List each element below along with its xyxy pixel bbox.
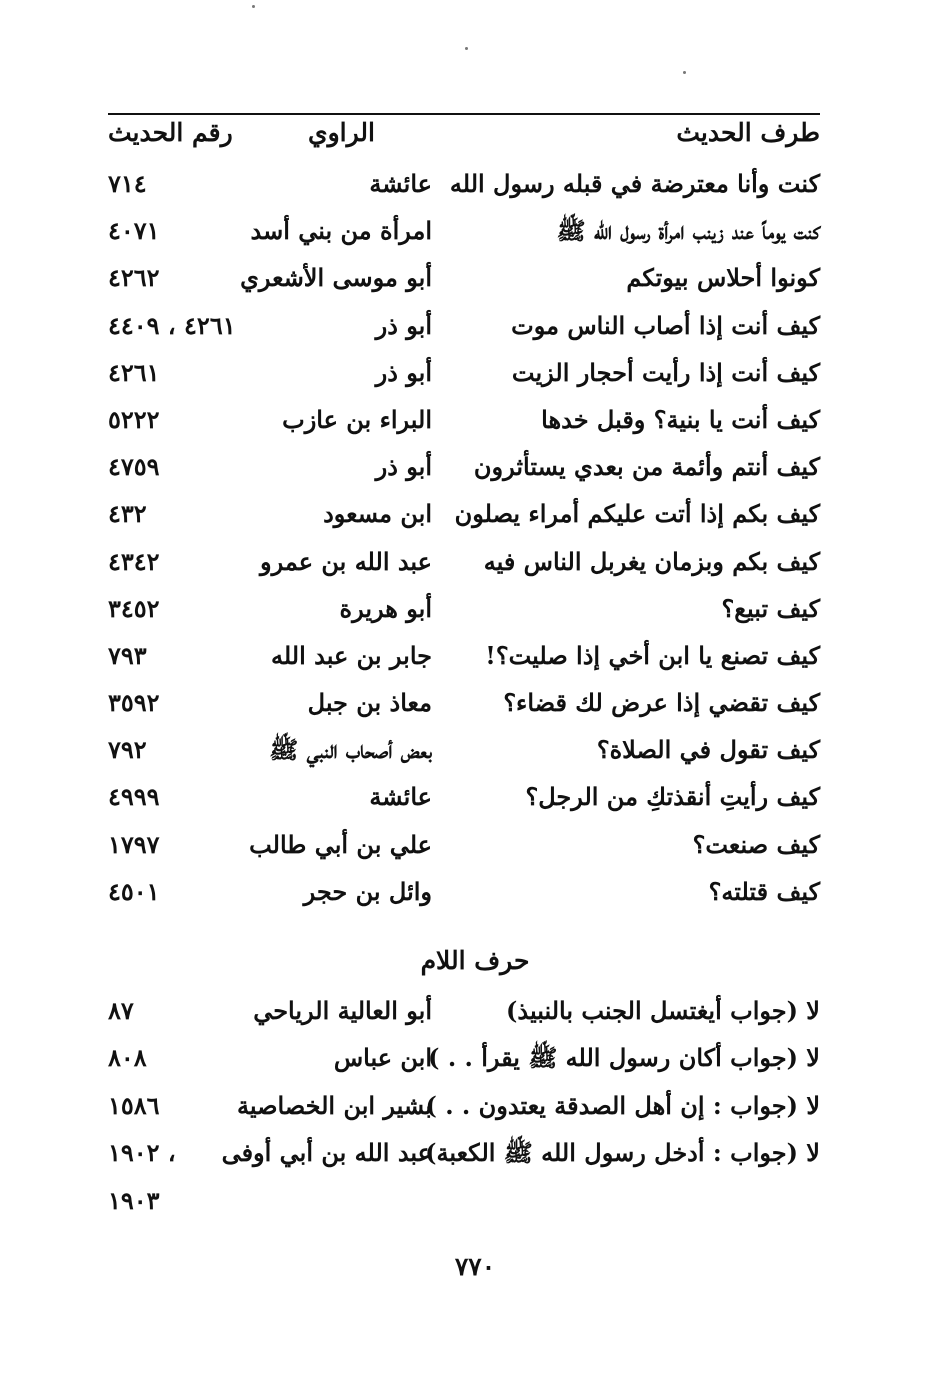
hadith-number: ٤٢٦١ [108,357,160,387]
index-row [0,731,950,778]
hadith-number: ١٩٠٣ [108,1185,160,1215]
hadith-tarf: كيف تبيع؟ [721,593,820,623]
column-header-raqm: رقم الحديث [108,118,233,147]
index-row [0,826,950,873]
index-row [0,992,950,1039]
hadith-rawi: أبو هريرة [339,593,432,623]
hadith-tarf: كيف تقول في الصلاة؟ [596,735,820,765]
hadith-rawi: أبو العالية الرياحي [253,996,432,1025]
hadith-tarf: كيف أنت يا بنية؟ وقبل خدها [541,404,820,434]
index-row [0,1182,950,1229]
hadith-index-list [0,165,950,920]
hadith-number: ٥٢٢٢ [108,404,160,434]
hadith-rawi: علي بن أبي طالب [249,829,432,859]
hadith-number: ٤٢٦١ ، ٤٤٠٩ [108,310,236,340]
index-row [0,354,950,401]
hadith-rawi: أبو ذر [375,452,432,482]
hadith-number: ١٩٠٢ ، [108,1138,176,1168]
hadith-rawi: بشير ابن الخصاصية [237,1090,432,1120]
index-row [0,684,950,731]
hadith-number: ١٧٩٧ [108,829,160,859]
header-rule [108,113,820,115]
hadith-number: ٣٤٥٢ [108,593,160,623]
hadith-rawi: امرأة من بني أسد [250,216,432,246]
hadith-rawi: معاذ بن جبل [307,688,432,718]
hadith-tarf: كيف أنت إذا أصاب الناس موت [511,310,820,340]
scan-speck [252,5,255,8]
hadith-rawi: أبو ذر [375,310,432,340]
hadith-tarf: كيف أنت إذا رأيت أحجار الزيت [511,357,820,387]
index-row [0,1039,950,1086]
hadith-rawi: ابن مسعود [323,499,432,529]
hadith-number: ٨٧ [108,996,134,1025]
index-row [0,259,950,306]
hadith-tarf: كيف بكم إذا أتت عليكم أمراء يصلون [454,499,820,529]
hadith-rawi: وائل بن حجر [303,876,432,906]
hadith-rawi: بعض أصحاب النبي ﷺ [269,735,432,765]
column-header-tarf: طرف الحديث [676,118,820,147]
index-row [0,165,950,212]
hadith-number: ٧٩٣ [108,640,147,670]
hadith-rawi: ابن عباس [333,1043,432,1073]
hadith-number: ٤٧٥٩ [108,452,160,482]
index-row [0,212,950,259]
hadith-number: ٣٥٩٢ [108,688,160,718]
page-number: ٧٧٠ [454,1252,496,1281]
hadith-rawi: عبد الله بن عمرو [260,546,432,576]
index-row [0,1134,950,1181]
hadith-rawi: جابر بن عبد الله [270,640,432,670]
hadith-tarf: لا (جواب : إن أهل الصدقة يعتدون . . ) [425,1090,820,1120]
hadith-number: ٤٥٠١ [108,876,160,906]
hadith-number: ٤٠٧١ [108,216,160,246]
hadith-number: ٨٠٨ [108,1043,147,1073]
hadith-tarf: لا (جواب أكان رسول الله ﷺ يقرأ . . ) [428,1043,820,1073]
hadith-index-list-lam [0,992,950,1229]
hadith-tarf: كيف أنتم وأئمة من بعدي يستأثرون [473,452,820,482]
hadith-number: ٤٣٢ [108,499,147,529]
hadith-rawi: عبد الله بن أبي أوفى [221,1138,432,1168]
hadith-tarf: كيف بكم وبزمان يغربل الناس فيه [483,546,820,576]
hadith-tarf: كيف قتلته؟ [708,876,820,906]
hadith-rawi: أبو موسى الأشعري [240,263,432,293]
hadith-number: ٤٩٩٩ [108,782,160,812]
hadith-number: ٤٣٤٢ [108,546,160,576]
hadith-number: ١٥٨٦ [108,1090,160,1120]
hadith-number: ٧١٤ [108,169,147,198]
hadith-number: ٤٢٦٢ [108,263,160,293]
hadith-tarf: كيف صنعت؟ [692,829,820,859]
hadith-tarf: لا (جواب : أدخل رسول الله ﷺ الكعبة) [425,1138,820,1168]
hadith-tarf: كيف رأيتِ أنقذتكِ من الرجل؟ [525,782,820,812]
hadith-rawi: أبو ذر [375,357,432,387]
section-title: حرف اللام [420,946,530,975]
index-row [0,637,950,684]
index-row [0,543,950,590]
index-row [0,590,950,637]
scan-speck [465,47,468,50]
hadith-rawi: البراء بن عازب [282,404,432,434]
index-row [0,307,950,354]
hadith-tarf: كيف تقضي إذا عرض لك قضاء؟ [503,688,820,718]
scan-speck [683,71,686,74]
hadith-tarf: كونوا أحلاس بيوتكم [626,263,820,293]
hadith-tarf: كنت يوماً عند زينب امرأة رسول الله ﷺ [556,216,820,246]
index-row [0,873,950,920]
hadith-rawi: عائشة [369,169,432,198]
hadith-tarf: كنت وأنا معترضة في قبله رسول الله [449,169,820,198]
hadith-tarf: لا (جواب أيغتسل الجنب بالنبيذ) [506,996,820,1025]
index-row [0,401,950,448]
column-header-rawi: الراوي [308,118,375,147]
index-row [0,448,950,495]
hadith-tarf: كيف تصنع يا ابن أخي إذا صليت؟! [485,640,820,670]
index-row [0,1087,950,1134]
index-row [0,495,950,542]
hadith-number: ٧٩٢ [108,735,147,765]
index-row [0,778,950,825]
hadith-rawi: عائشة [369,782,432,812]
